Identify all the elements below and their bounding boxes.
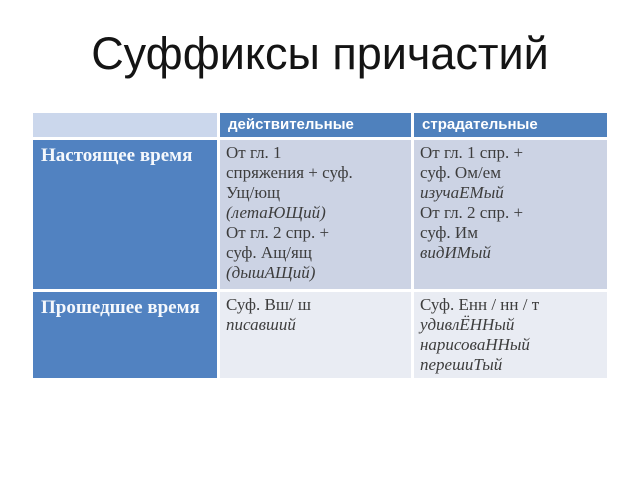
- slide-title: Суффиксы причастий: [91, 28, 549, 79]
- cell-line: спряжения + суф.: [226, 163, 353, 182]
- table-row-present-tense: [33, 140, 607, 289]
- row-label-past-tense: Прошедшее время: [33, 292, 217, 378]
- cell-present-active: [220, 140, 411, 289]
- cell-line: суф. Им: [420, 223, 478, 242]
- cell-line: От гл. 1 спр. +: [420, 143, 524, 162]
- cell-line: Суф. Вш/ ш: [226, 295, 311, 314]
- cell-line: суф. Ащ/ящ: [226, 243, 312, 262]
- cell-line: перешиТый: [420, 355, 503, 374]
- cell-line: писавший: [226, 315, 296, 334]
- cell-line: От гл. 2 спр. +: [420, 203, 524, 222]
- cell-line: От гл. 2 спр. +: [226, 223, 330, 242]
- corner-cell: [33, 113, 217, 137]
- cell-past-active: [220, 292, 411, 378]
- row-label-present-tense: Настоящее время: [33, 140, 217, 289]
- cell-line: Ущ/ющ: [226, 183, 281, 202]
- cell-line: видИМый: [420, 243, 491, 262]
- cell-past-passive: [414, 292, 607, 378]
- table-row-past-tense: [33, 292, 607, 378]
- cell-line: Суф. Енн / нн / т: [420, 295, 540, 314]
- cell-line: (дышАЩий): [226, 263, 316, 282]
- participle-table: [30, 110, 610, 381]
- cell-line: нарисоваННый: [420, 335, 530, 354]
- column-header-active: действительные: [220, 113, 411, 137]
- cell-line: изучаЕМый: [420, 183, 504, 202]
- cell-line: суф. Ом/ем: [420, 163, 501, 182]
- header-row: [33, 113, 607, 137]
- cell-present-passive: [414, 140, 607, 289]
- column-header-passive: страдательные: [414, 113, 607, 137]
- cell-line: От гл. 1: [226, 143, 282, 162]
- cell-line: (летаЮЩий): [226, 203, 326, 222]
- cell-line: удивлЁННый: [420, 315, 515, 334]
